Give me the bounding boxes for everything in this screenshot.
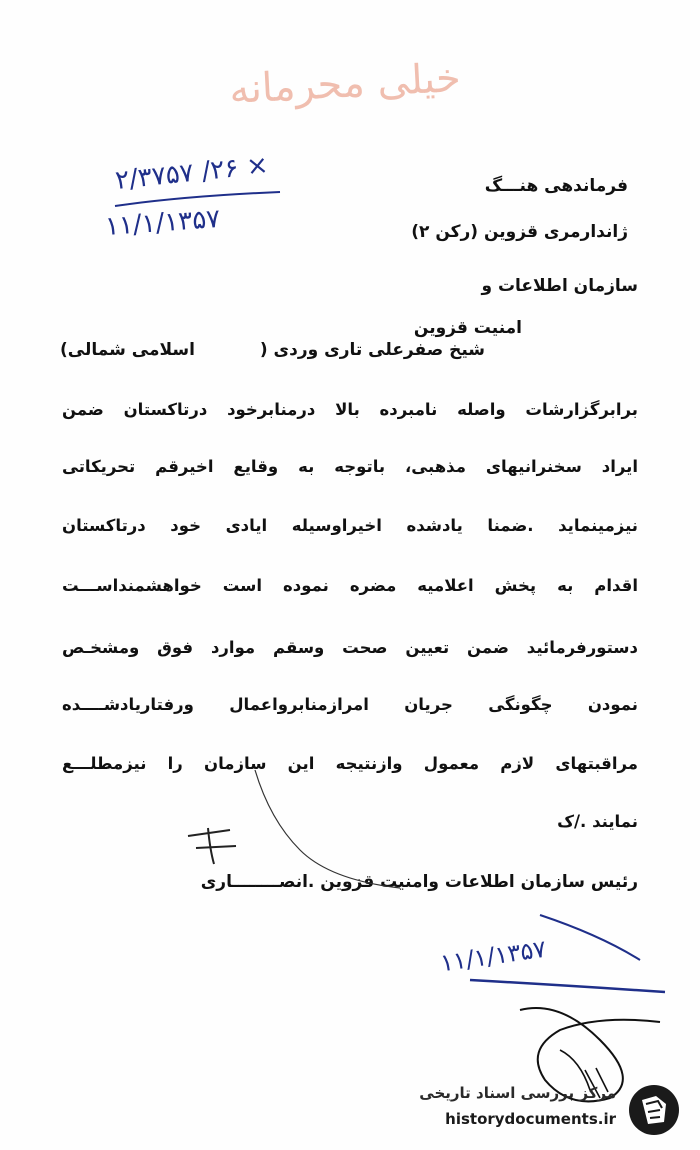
reference-date: ۱۱/۱/۱۳۵۷ [104, 204, 222, 242]
archive-watermark [396, 1078, 686, 1140]
sender-line-1: سازمان اطلاعات و [481, 276, 638, 296]
archive-url: historydocuments.ir [445, 1110, 616, 1128]
archive-title: مرکز بررسی اسناد تاریخی [419, 1084, 616, 1102]
archive-logo-icon [626, 1082, 682, 1138]
recipient-line-1: فرماندهی هنـــگ [484, 176, 628, 196]
body-line-3: نیزمینماید .ضمنا یادشده اخیراوسیله ایادی خود درتاکستان [62, 516, 638, 535]
subject-tail: اسلامی شمالی) [60, 340, 195, 360]
body-line-5: دستورفرمائید ضمن تعیین صحت وسقم موارد فوق ومشخـص [62, 638, 638, 657]
sender-line-2: امنیت قزوین [413, 318, 522, 338]
reference-number: ۲/۳۷۵۷ /۲۶ × [113, 150, 270, 196]
body-line-6: نمودن چگونگی جریان امرازمنابرواعمال ورفتاریادشــــده [62, 695, 638, 714]
signoff: رئیس سازمان اطلاعات وامنیت قزوین .انصــــــــاری [200, 872, 638, 892]
handwritten-reference [95, 148, 285, 268]
body-line-4: اقدام به پخش اعلامیه مضره نموده است خواهشمنداســـت [62, 576, 638, 595]
body-line-8: نمایند ./ک [557, 812, 638, 831]
body-line-7: مراقبتهای لازم معمول وازنتیجه این سازمان را نیزمطلـــع [62, 754, 638, 773]
body-line-2: ایراد سخنرانیهای مذهبی، باتوجه به وقایع اخیرقم تحریکاتی [62, 457, 638, 476]
recipient-line-2: ژاندارمری قزوین (رکن ۲) [411, 222, 628, 242]
bottom-date-text: ۱۱/۱/۱۳۵۷ [438, 934, 548, 978]
stamp-text: خیلی محرمانه [228, 54, 462, 114]
confidential-stamp [190, 45, 500, 125]
handwritten-date-bottom [420, 920, 680, 1010]
subject-main: شیخ صفرعلی تاری وردی ( [259, 340, 485, 360]
body-line-1: برابرگزارشات واصله نامبرده بالا درمنابرخود درتاکستان ضمن [62, 400, 638, 419]
